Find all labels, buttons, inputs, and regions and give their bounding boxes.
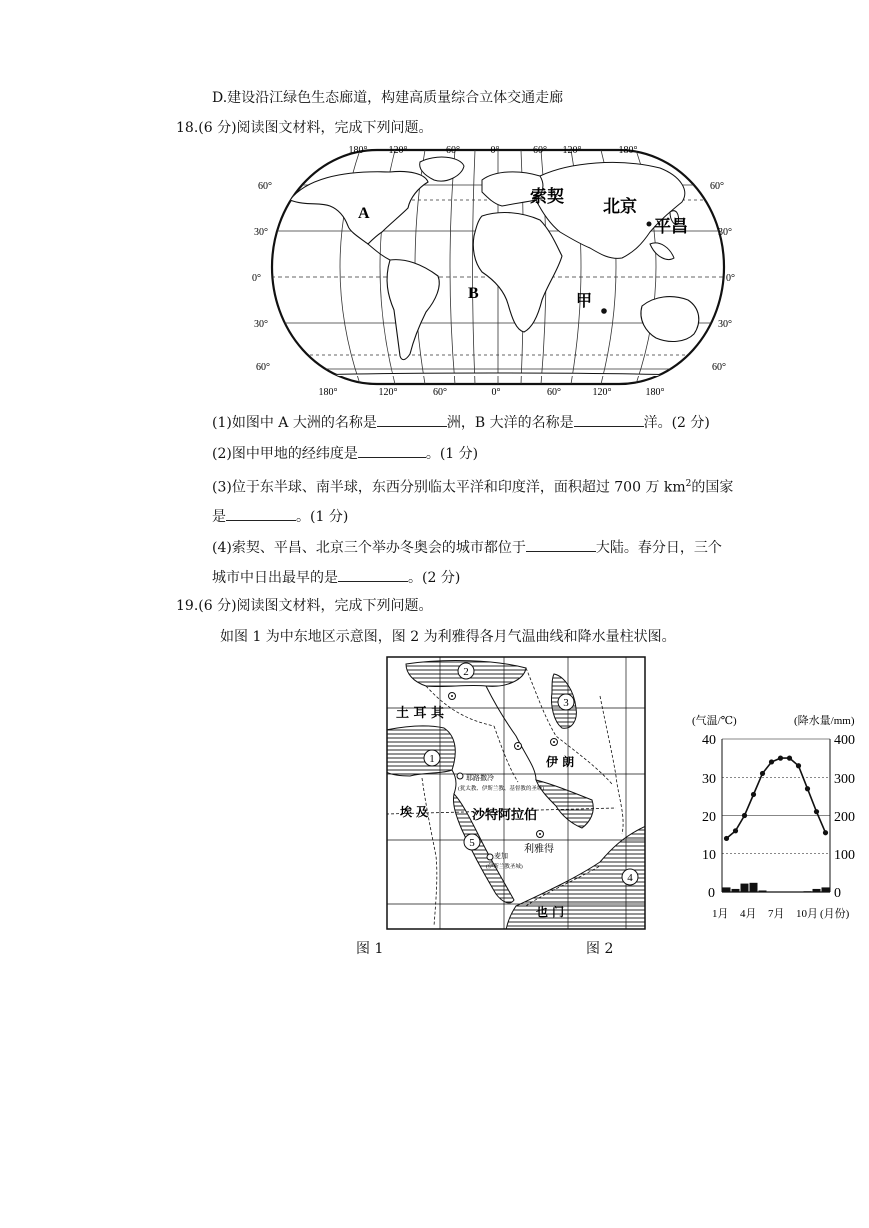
map-bottom-lon-label: 60°: [547, 387, 561, 398]
label-egypt: 埃 及: [400, 805, 429, 819]
temperature-point: [760, 771, 765, 776]
map-top-lon-label: 180°: [348, 145, 368, 156]
chart-right-tick: 400: [834, 733, 855, 748]
temperature-point: [742, 813, 747, 818]
precipitation-bar: [813, 889, 821, 892]
map-label-pingchang: 平昌: [654, 217, 688, 237]
answer-blank[interactable]: [226, 506, 296, 521]
map-bottom-lon-label: 120°: [378, 387, 398, 398]
map-top-lon-label: 120°: [562, 145, 582, 156]
q18-sub4: [212, 537, 722, 557]
map-bottom-lon-label: 180°: [645, 387, 665, 398]
map-bottom-lon-label: 120°: [592, 387, 612, 398]
temperature-point: [787, 756, 792, 761]
temperature-point: [751, 792, 756, 797]
q18-sub4-cont: [212, 567, 460, 587]
temperature-point: [796, 763, 801, 768]
chart-x-tick: 7月: [768, 908, 785, 920]
map-bottom-lon-label: 60°: [433, 387, 447, 398]
chart-x-tick: 1月: [712, 908, 729, 920]
q18-sub3: [212, 475, 733, 497]
map-bottom-lon-label: 180°: [318, 387, 338, 398]
map-lat-left-label: 30°: [254, 319, 268, 330]
chart-left-tick: 20: [702, 810, 716, 825]
map-label-a: A: [358, 205, 370, 222]
riyadh-climate-chart: [690, 708, 868, 924]
map-marker-5: 5: [469, 837, 475, 849]
precipitation-bar: [822, 887, 830, 892]
chart-x-tick: 4月: [740, 908, 757, 920]
temperature-point: [769, 759, 774, 764]
middle-east-map: [386, 656, 646, 930]
temperature-point: [823, 830, 828, 835]
chart-x-unit: (月份): [820, 908, 850, 920]
temperature-line: [727, 758, 826, 838]
map-bottom-lon-label: 0°: [491, 387, 501, 398]
temperature-point: [724, 836, 729, 841]
q18-sub2-text-a: (2)图中甲地的经纬度是: [212, 446, 358, 462]
q18-sub2: [212, 443, 478, 463]
precipitation-bar: [741, 884, 749, 892]
q18-sub3-text-c: 是: [212, 509, 226, 525]
q18-sub2-text-b: 。(1 分): [425, 446, 479, 462]
map-lat-right-label: 60°: [710, 181, 724, 192]
q18-sub1-text-a: (1)如图中 A 大洲的名称是: [212, 415, 377, 431]
map-top-lon-label: 180°: [618, 145, 638, 156]
label-iran: 伊 朗: [546, 755, 575, 769]
q18-sub4-text-a: (4)索契、平昌、北京三个举办冬奥会的城市都位于: [212, 540, 526, 556]
map-label-b: B: [468, 285, 479, 302]
chart-right-tick: 0: [834, 886, 841, 901]
label-mecca: 麦加: [494, 852, 508, 860]
answer-blank[interactable]: [358, 443, 426, 458]
chart-right-tick: 200: [834, 810, 855, 825]
precipitation-bar: [750, 883, 758, 892]
chart-x-tick: 10月: [796, 908, 818, 920]
label-saudi-arabia: 沙特阿拉伯: [472, 808, 538, 823]
map-lat-left-label: 60°: [256, 362, 270, 373]
q18-sub1: [212, 412, 710, 432]
label-mecca-note: (伊斯兰教圣城): [486, 864, 523, 870]
q18-sub4-text-d: 。(2 分): [408, 570, 461, 586]
map-lat-left-label: 30°: [254, 227, 268, 238]
fig1-caption: 图 1: [356, 941, 384, 957]
q19-header: 19.(6 分)阅读图文材料，完成下列问题。: [176, 598, 433, 614]
q17-option-d: D.建设沿江绿色生态廊道，构建高质量综合立体交通走廊: [212, 90, 564, 106]
map-marker-4: 4: [627, 872, 633, 884]
label-jerusalem-note: (犹太教、伊斯兰教、基督教的圣城): [458, 786, 545, 792]
precipitation-bar: [759, 890, 767, 892]
chart-left-tick: 0: [708, 886, 715, 901]
chart-left-tick: 30: [702, 772, 716, 787]
temperature-point: [733, 828, 738, 833]
precipitation-bar: [732, 889, 740, 892]
q18-header: 18.(6 分)阅读图文材料，完成下列问题。: [176, 120, 433, 136]
chart-ylabel-right: (降水量/mm): [794, 715, 855, 727]
map-lat-left-label: 0°: [252, 273, 261, 284]
q18-sub3-sup: 2: [685, 479, 692, 489]
chart-right-tick: 100: [834, 848, 855, 863]
q18-sub3-text-d: 。(1 分): [296, 509, 349, 525]
chart-right-tick: 300: [834, 772, 855, 787]
map-lat-right-label: 30°: [718, 227, 732, 238]
answer-blank[interactable]: [338, 567, 408, 582]
map-lat-right-label: 0°: [726, 273, 735, 284]
q18-sub1-text-c: 洋。(2 分): [643, 415, 710, 431]
q18-sub1-text-b: 洲，B 大洋的名称是: [446, 415, 574, 431]
fig2-caption: 图 2: [586, 941, 614, 957]
map-top-lon-label: 60°: [533, 145, 547, 156]
temperature-point: [814, 809, 819, 814]
map-label-jia: 甲: [576, 291, 593, 310]
map-marker-3: 3: [563, 697, 569, 709]
q18-sub4-text-c: 城市中日出最早的是: [212, 570, 338, 586]
map-lat-left-label: 60°: [258, 181, 272, 192]
label-jerusalem: 耶路撒冷: [466, 774, 494, 782]
chart-left-tick: 10: [702, 848, 716, 863]
precipitation-bar: [804, 891, 812, 892]
map-top-lon-label: 60°: [446, 145, 460, 156]
q18-sub3-text-b: 的国家: [691, 479, 734, 496]
chart-left-tick: 40: [702, 733, 716, 748]
precipitation-bar: [723, 887, 731, 892]
answer-blank[interactable]: [526, 537, 596, 552]
label-turkey: 土 耳 其: [396, 706, 445, 721]
answer-blank[interactable]: [574, 412, 644, 427]
world-map: [250, 140, 740, 402]
q18-sub4-text-b: 大陆。春分日，三个: [595, 540, 722, 556]
map-marker-1: 1: [429, 753, 435, 765]
map-label-suoqi: 索契: [530, 187, 564, 207]
answer-blank[interactable]: [377, 412, 447, 427]
label-yemen: 也 门: [536, 905, 565, 919]
q19-intro: 如图 1 为中东地区示意图，图 2 为利雅得各月气温曲线和降水量柱状图。: [220, 629, 676, 645]
q18-sub3-text-a: (3)位于东半球、南半球，东西分别临太平洋和印度洋，面积超过 700 万 km: [212, 479, 686, 496]
map-marker-2: 2: [463, 666, 469, 678]
map-top-lon-label: 120°: [388, 145, 408, 156]
temperature-point: [778, 756, 783, 761]
q18-sub3-cont: [212, 506, 348, 526]
map-lat-right-label: 30°: [718, 319, 732, 330]
chart-ylabel-left: (气温/℃): [692, 715, 737, 727]
map-top-lon-label: 0°: [490, 145, 500, 156]
label-riyadh: 利雅得: [524, 844, 554, 855]
map-lat-right-label: 60°: [712, 362, 726, 373]
temperature-point: [805, 786, 810, 791]
map-label-beijing: 北京: [603, 197, 637, 217]
